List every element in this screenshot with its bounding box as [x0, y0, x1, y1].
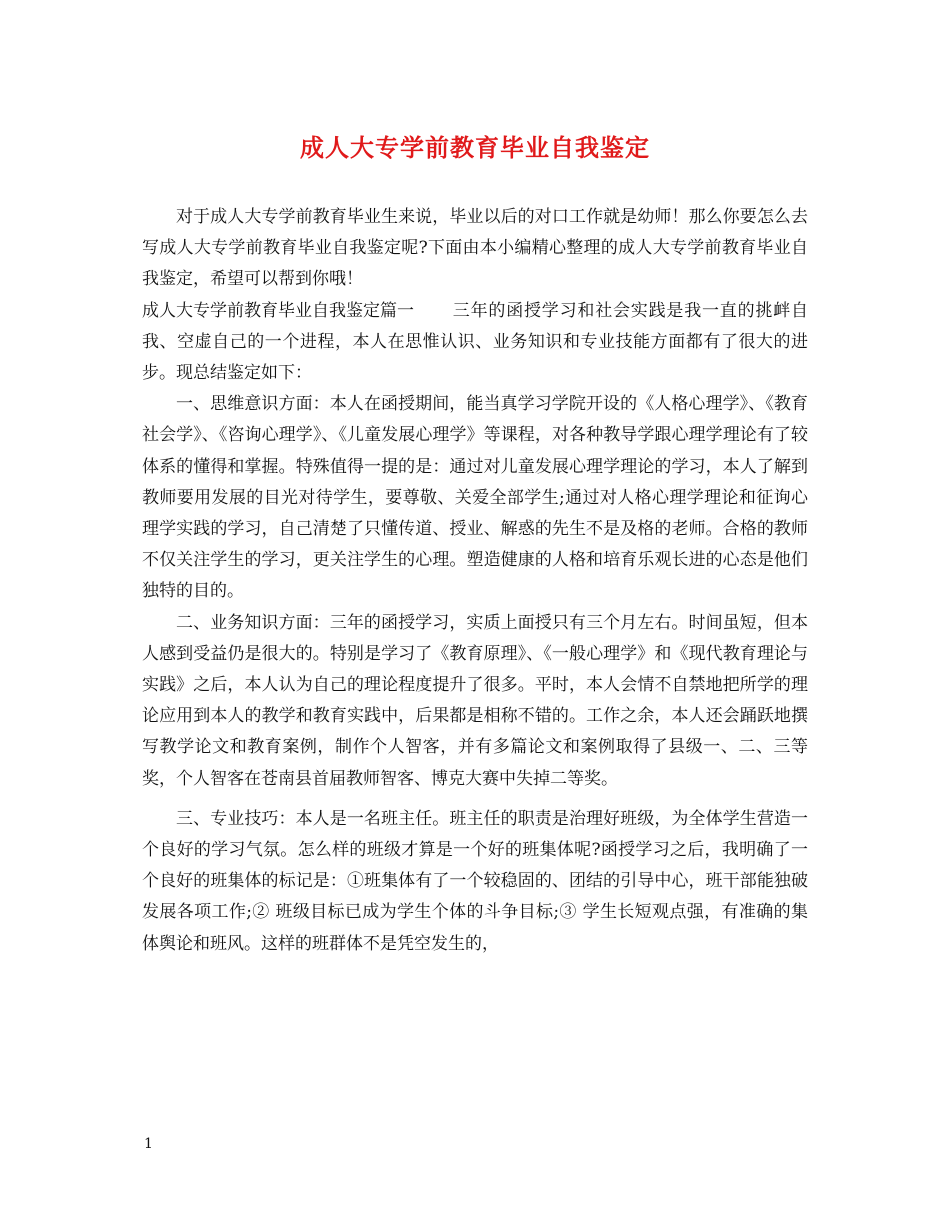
- paragraph-professional-skills: 三、专业技巧：本人是一名班主任。班主任的职责是治理好班级，为全体学生营造一个良好的学习气氛。怎么样的班级才算是一个好的班集体呢?函授学习之后，我明确了一个良好的班集体的标记是：①班集体有了一个较稳固的、团结的引导中心，班干部能独破发展各项工作;② 班级目标已成为学生个体的斗争目标;③ 学生长短观点强，有准确的集体舆论和班风。这样的班群体不是凭空发生的，: [142, 808, 808, 954]
- paragraph-thinking: 一、思维意识方面：本人在函授期间，能当真学习学院开设的《人格心理学》、《教育社会学》、《咨询心理学》、《儿童发展心理学》等课程，对各种教导学跟心理学理论有了较体系的懂得和掌握。特殊值得一提的是：通过对儿童发展心理学理论的学习，本人了解到教师要用发展的目光对待学生，要尊敬、关爱全部学生;通过对人格心理学理论和征询心理学实践的学习，自己清楚了只懂传道、授业、解惑的先生不是及格的老师。合格的教师不仅关注学生的学习，更关注学生的心理。塑造健康的人格和培育乐观长进的心态是他们独特的目的。: [142, 394, 808, 602]
- page-number: 1: [144, 1136, 153, 1152]
- document-body: [142, 202, 808, 960]
- document-title: 成人大专学前教育毕业自我鉴定: [300, 133, 650, 162]
- paragraph-spacer: [142, 795, 808, 804]
- section-heading: 成人大专学前教育毕业自我鉴定篇一: [142, 300, 414, 321]
- intro-paragraph: 对于成人大专学前教育毕业生来说，毕业以后的对口工作就是幼师！那么你要怎么去写成人大专学前教育毕业自我鉴定呢?下面由本小编精心整理的成人大专学前教育毕业自我鉴定，希望可以帮到你哦！: [142, 207, 808, 290]
- section-paragraph: [142, 296, 808, 390]
- section-intro-text: 三年的函授学习和社会实践是我一直的挑衅自我、空虚自己的一个进程，本人在思惟认识、业务知识和专业技能方面都有了很大的进步。现总结鉴定如下：: [142, 300, 808, 384]
- paragraph-business-knowledge: 二、业务知识方面：三年的函授学习，实质上面授只有三个月左右。时间虽短，但本人感到受益仍是很大的。特别是学习了《教育原理》、《一般心理学》和《现代教育理论与实践》之后，本人认为自己的理论程度提升了很多。平时，本人会情不自禁地把所学的理论应用到本人的教学和教育实践中，后果都是相称不错的。工作之余，本人还会踊跃地撰写教学论文和教育案例，制作个人智客，并有多篇论文和案例取得了县级一、二、三等奖，个人智客在苍南县首届教师智客、博克大赛中失掉二等奖。: [142, 612, 808, 789]
